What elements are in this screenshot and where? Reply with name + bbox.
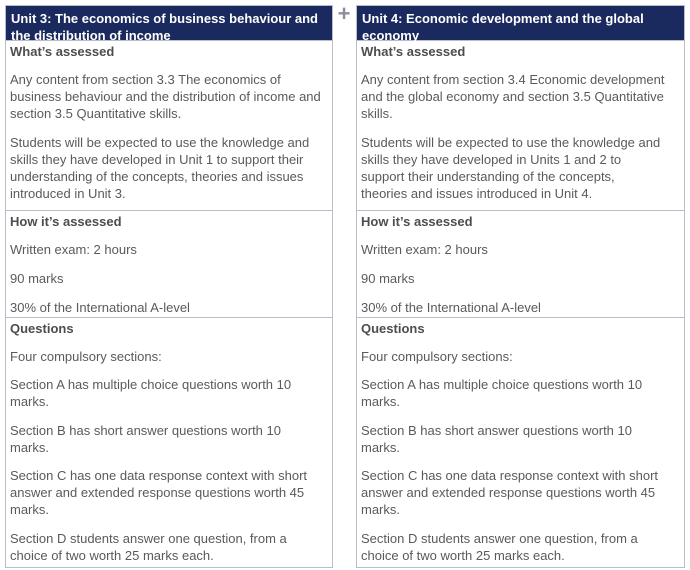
plus-connector: + <box>337 1 351 26</box>
section-paragraph: Four compulsory sections: <box>10 349 162 364</box>
section-paragraph: Section C has one data response context with short answer and extended response questions worth 45 marks. <box>361 468 659 518</box>
section-heading: How it’s assessed <box>361 214 473 229</box>
section-paragraph: 30% of the International A-level <box>361 300 541 316</box>
section-paragraph: Students will be expected to use the knowledge and skills they have developed in Unit 1 to support their understanding of the concepts, theories and issues introduced in Unit 3. <box>10 134 310 202</box>
section-paragraph: 90 marks <box>361 271 415 287</box>
how-assessed-section <box>357 210 684 317</box>
section-paragraph: 30% of the International A-level <box>10 300 190 316</box>
section-paragraph: Section C has one data response context with short answer and extended response questions worth 45 marks. <box>10 468 308 518</box>
section-paragraph: Section B has short answer questions worth 10 marks. <box>361 422 632 455</box>
unit-3-title: Unit 3: The economics of business behaviour and the distribution of income <box>6 6 332 40</box>
whats-assessed-section <box>357 40 684 210</box>
questions-section <box>6 317 332 564</box>
section-paragraph: Four compulsory sections: <box>361 349 513 364</box>
section-heading: How it’s assessed <box>10 214 122 229</box>
how-assessed-section <box>6 210 332 317</box>
section-paragraph: Section D students answer one question, from a choice of two worth 25 marks each. <box>361 530 638 563</box>
unit-4-panel <box>356 5 685 568</box>
questions-section <box>357 317 684 564</box>
section-paragraph: Any content from section 3.3 The economics of business behaviour and the distribution of income and section 3.5 Quantitative skills. <box>10 72 321 122</box>
section-paragraph: Written exam: 2 hours <box>10 242 137 257</box>
section-paragraph: Section A has multiple choice questions worth 10 marks. <box>361 377 643 410</box>
section-paragraph: Students will be expected to use the knowledge and skills they have developed in Units 1 and 2 to support their understanding of the concepts, theories and issues introduced in Unit 4. <box>361 134 661 202</box>
section-heading: Questions <box>10 321 74 336</box>
section-heading: What’s assessed <box>361 44 466 59</box>
section-paragraph: Section A has multiple choice questions worth 10 marks. <box>10 377 292 410</box>
section-heading: What’s assessed <box>10 44 115 59</box>
section-paragraph: 90 marks <box>10 271 64 287</box>
section-paragraph: Section D students answer one question, from a choice of two worth 25 marks each. <box>10 530 287 563</box>
unit-4-title: Unit 4: Economic development and the global economy <box>357 6 684 40</box>
section-heading: Questions <box>361 321 425 336</box>
unit-3-panel <box>5 5 333 568</box>
section-paragraph: Section B has short answer questions worth 10 marks. <box>10 422 281 455</box>
section-paragraph: Written exam: 2 hours <box>361 242 488 257</box>
whats-assessed-section <box>6 40 332 210</box>
section-paragraph: Any content from section 3.4 Economic development and the global economy and section 3.5 Quantitative skills. <box>361 72 665 122</box>
